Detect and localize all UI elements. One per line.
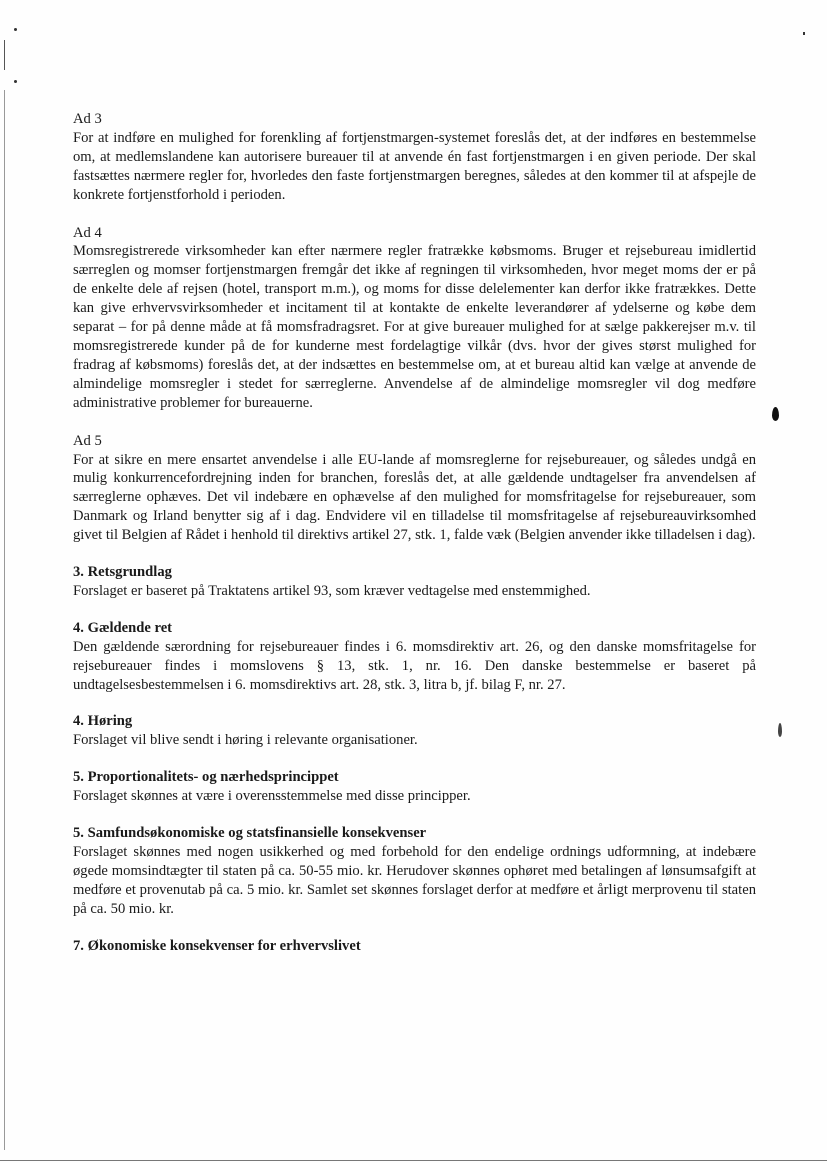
section-body: Den gældende særordning for rejsebureauer findes i 6. momsdirektiv art. 26, og den danske momsfritagelse for rejsebureauer findes i momslovens § 13, stk. 1, nr. 16. Den danske bestemmelse er baseret på undtagelsesbestemmelsen i 6. momsdirektivs art. 28, stk. 3, litra b, jf. bilag F, nr. 27. — [73, 638, 756, 693]
section-ad-3 — [73, 110, 756, 205]
section-heading: Ad 4 — [73, 224, 102, 241]
section-body: Momsregistrerede virksomheder kan efter nærmere regler fratrække købsmoms. Bruger et rejsebureau imidlertid særreglen og momser fortjenstmargen fremgår det ikke af regningen til virksomheden, hvor meget moms der er på de enkelte dele af rejsen (hotel, transport m.m.), og moms for disse delelementer kan derfor ikke fratrækkes. Dette kan give erhvervsvirksomheder et incitament til at kontakte de enkelte leverandører af ydelserne og købe dem separat – for på denne måde at få momsfradragsret. For at give bureauer mulighed for at sælge pakkerejser m.v. til momsregistrerede kunder på de for kunderne mest fordelagtige vilkår (dvs. hvor der gives størst mulighed for fradrag af købsmoms) foreslås det, at der indsættes en bestemmelse om, at et bureau altid kan vælge at anvende de almindelige momsregler i stedet for særreglerne. Anvendelse af de almindelige momsregler vil dog medføre administrative problemer for bureauerne. — [73, 243, 756, 411]
section-retsgrundlag — [73, 563, 756, 601]
scan-dot — [14, 80, 17, 83]
section-body: For at sikre en mere ensartet anvendelse i alle EU-lande af momsreglerne for rejsebureauer, og således undgå en mulig konkurrencefordrejning inden for branchen, foreslås det, at alle gældende undtagelser fra anvendelsen af særreglerne ophæves. Det vil indebære en ophævelse af den mulighed for momsfritagelse for rejsebureauer, som Danmark og Irland benytter sig af i dag. Endvidere vil en tilladelse til momsfritagelse af rejsebureauvirksomhed givet til Belgien af Rådet i henhold til direktivs artikel 27, stk. 1, falde væk (Belgien anvender ikke tilladelsen i dag). — [73, 451, 756, 544]
scan-edge-line — [4, 40, 5, 70]
section-body: Forslaget skønnes at være i overensstemmelse med disse principper. — [73, 788, 471, 805]
scan-dot — [803, 32, 805, 35]
section-samfundsoekonomi — [73, 824, 756, 919]
section-heading: 4. Gældende ret — [73, 619, 173, 636]
section-body: Forslaget skønnes med nogen usikkerhed og med forbehold for den endelige ordnings udformning, at indebære øgede momsindtægter til staten på ca. 50-55 mio. kr. Herudover skønnes ophøret med betalingen af lønsumsafgift at medføre et provenutab på ca. 5 mio. kr. Samlet set skønnes forslaget derfor at medføre et årligt merprovenu til staten på ca. 50 mio. kr. — [73, 844, 756, 917]
section-heading: Ad 5 — [73, 432, 102, 449]
section-body: Forslaget er baseret på Traktatens artikel 93, som kræver vedtagelse med enstemmighed. — [73, 582, 591, 599]
section-heading: 3. Retsgrundlag — [73, 564, 172, 581]
section-heading: Ad 3 — [73, 111, 102, 127]
document-content — [73, 110, 756, 956]
section-body: Forslaget vil blive sendt i høring i relevante organisationer. — [73, 732, 418, 749]
section-body: For at indføre en mulighed for forenkling af fortjenstmargen-systemet foreslås det, at der indføres en bestemmelse om, at medlemslandene kan autorisere bureauer til at anvende én fast fortjenstmargen i en given periode. Der skal fastsættes nærmere regler for, hvorledes den faste fortjenstmargen beregnes, således at den kommer til at afspejle de konkrete fortjenstforhold i perioden. — [73, 129, 756, 203]
section-ad-4 — [73, 224, 756, 413]
section-proportionalitet — [73, 768, 756, 806]
scan-blob — [778, 723, 782, 737]
scan-edge-line — [4, 90, 5, 1150]
section-ad-5 — [73, 432, 756, 545]
section-gaeldende-ret — [73, 619, 756, 695]
scan-bottom-line — [0, 1160, 827, 1161]
section-heading: 5. Proportionalitets- og nærhedsprincippet — [73, 769, 339, 786]
section-heading: 5. Samfundsøkonomiske og statsfinansielle konsekvenser — [73, 825, 427, 842]
section-erhvervslivet — [73, 937, 756, 956]
scan-dot — [14, 28, 17, 31]
scan-blob — [772, 407, 779, 421]
section-heading: 4. Høring — [73, 713, 133, 730]
section-heading: 7. Økonomiske konsekvenser for erhvervslivet — [73, 937, 361, 954]
section-hoering — [73, 712, 756, 750]
